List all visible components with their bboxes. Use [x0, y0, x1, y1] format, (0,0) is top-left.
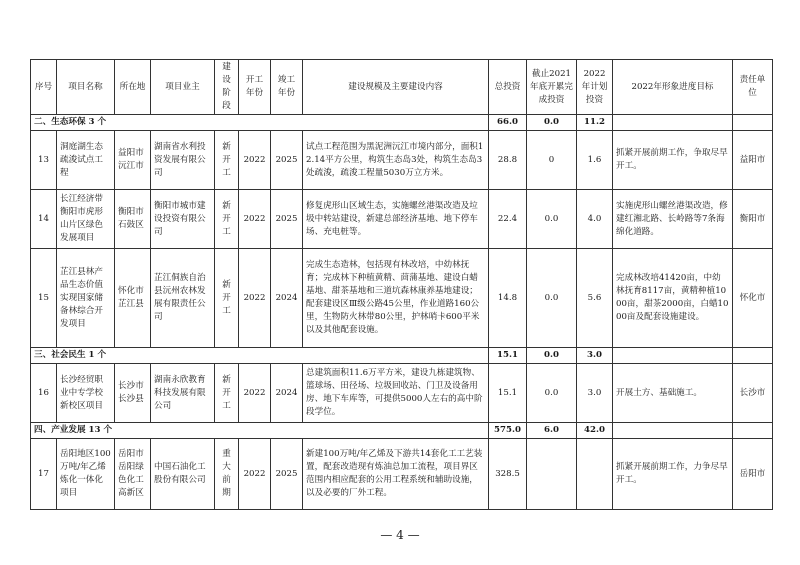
location: 益阳市沅江市 — [115, 131, 151, 190]
stage: 重大前期 — [215, 439, 239, 510]
owner: 湖南永欣教育科技发展有限公司 — [151, 364, 215, 423]
responsible-unit: 衡阳市 — [733, 190, 773, 249]
content: 试点工程范围为黑泥洲沅江市境内部分，面积12.14平方公里，构筑生态岛3处，构筑生态岛3处疏浚，疏浚工程量5030万立方米。 — [303, 131, 489, 190]
project-name: 芷江县林产品生态价值实现国家储备林综合开发项目 — [57, 249, 115, 348]
section-row — [31, 115, 773, 131]
row-no: 15 — [31, 249, 57, 348]
section-plan: 3.0 — [577, 348, 613, 364]
end-year: 2024 — [271, 249, 303, 348]
progress-target: 实施虎形山螺丝港渠改造，修建红湘北路、长岭路等7条海绵化道路。 — [613, 190, 733, 249]
total-investment: 328.5 — [489, 439, 527, 510]
location: 衡阳市石鼓区 — [115, 190, 151, 249]
table-header-row — [31, 60, 773, 115]
end-year: 2024 — [271, 364, 303, 423]
table-row — [31, 249, 773, 348]
end-year: 2025 — [271, 131, 303, 190]
section-plan: 11.2 — [577, 115, 613, 131]
progress-target: 完成林改培41420亩，中幼林抚育8117亩，黄精种植1000亩，甜茶2000亩，白蜡1000亩及配套设施建设。 — [613, 249, 733, 348]
stage: 新开工 — [215, 364, 239, 423]
section-label: 三、社会民生 1 个 — [31, 348, 489, 364]
stage: 新开工 — [215, 190, 239, 249]
header-cell: 责任单位 — [733, 60, 773, 115]
end-year: 2025 — [271, 439, 303, 510]
project-name: 长沙经贸职业中专学校新校区项目 — [57, 364, 115, 423]
header-cell: 2022年形象进度目标 — [613, 60, 733, 115]
section-label: 二、生态环保 3 个 — [31, 115, 489, 131]
progress-target: 抓紧开展前期工作，争取尽早开工。 — [613, 131, 733, 190]
plan-investment: 4.0 — [577, 190, 613, 249]
header-cell: 截止2021年底开累完成投资 — [527, 60, 577, 115]
plan-investment: 3.0 — [577, 364, 613, 423]
header-cell: 开工年份 — [239, 60, 271, 115]
row-no: 13 — [31, 131, 57, 190]
done-investment: 0.0 — [527, 190, 577, 249]
header-cell: 总投资 — [489, 60, 527, 115]
progress-target: 抓紧开展前期工作，力争尽早开工。 — [613, 439, 733, 510]
header-cell: 2022年计划投资 — [577, 60, 613, 115]
plan-investment — [577, 439, 613, 510]
project-name: 洞庭湖生态疏浚试点工程 — [57, 131, 115, 190]
responsible-unit: 岳阳市 — [733, 439, 773, 510]
start-year: 2022 — [239, 439, 271, 510]
section-done: 6.0 — [527, 423, 577, 439]
section-total: 15.1 — [489, 348, 527, 364]
content: 修复虎形山区域生态，实施螺丝港渠改造及垃圾中转站建设，新建总部经济基地、地下停车场、充电桩等。 — [303, 190, 489, 249]
header-cell: 项目业主 — [151, 60, 215, 115]
project-name: 长江经济带衡阳市虎形山片区绿色发展项目 — [57, 190, 115, 249]
header-cell: 序号 — [31, 60, 57, 115]
header-cell: 所在地 — [115, 60, 151, 115]
total-investment: 22.4 — [489, 190, 527, 249]
responsible-unit: 怀化市 — [733, 249, 773, 348]
section-total: 575.0 — [489, 423, 527, 439]
row-no: 14 — [31, 190, 57, 249]
section-done: 0.0 — [527, 348, 577, 364]
done-investment — [527, 439, 577, 510]
section-plan: 42.0 — [577, 423, 613, 439]
total-investment: 28.8 — [489, 131, 527, 190]
content: 总建筑面积11.6万平方米，建设九栋建筑物、篮球场、田径场、垃圾回收站、门卫及设备用房、地下车库等，可提供5000人左右的高中阶段学位。 — [303, 364, 489, 423]
owner: 衡阳市城市建设投资有限公司 — [151, 190, 215, 249]
progress-target: 开展土方、基础施工。 — [613, 364, 733, 423]
content: 新建100万吨/年乙烯及下游共14套化工工艺装置，配套改造现有炼油总加工流程，项目界区范围内相应配套的公用工程系统和辅助设施，以及必要的厂外工程。 — [303, 439, 489, 510]
project-name: 岳阳地区100万吨/年乙烯炼化一体化项目 — [57, 439, 115, 510]
content: 完成生态造林，包括现有林改培，中幼林抚育；完成林下种植黄精、茴蒲基地、建设白蜡基地、甜茶基地和三道坑森林康养基地建设；配套建设区Ⅲ级公路45公里，作业道路160公里，生物防火林带80公里，护林哨卡600平米以及其他配套设施。 — [303, 249, 489, 348]
section-done: 0.0 — [527, 115, 577, 131]
stage: 新开工 — [215, 249, 239, 348]
header-cell: 建设阶段 — [215, 60, 239, 115]
done-investment: 0.0 — [527, 249, 577, 348]
start-year: 2022 — [239, 249, 271, 348]
table-row — [31, 131, 773, 190]
section-row — [31, 423, 773, 439]
document-page — [30, 59, 772, 510]
total-investment: 14.8 — [489, 249, 527, 348]
table-row — [31, 364, 773, 423]
table-row — [31, 190, 773, 249]
owner: 中国石油化工股份有限公司 — [151, 439, 215, 510]
end-year: 2025 — [271, 190, 303, 249]
project-table — [30, 59, 773, 510]
plan-investment: 5.6 — [577, 249, 613, 348]
done-investment: 0.0 — [527, 364, 577, 423]
stage: 新开工 — [215, 131, 239, 190]
page-number: — 4 — — [380, 528, 420, 542]
section-row — [31, 348, 773, 364]
header-cell: 竣工年份 — [271, 60, 303, 115]
row-no: 16 — [31, 364, 57, 423]
table-row — [31, 439, 773, 510]
location: 怀化市芷江县 — [115, 249, 151, 348]
total-investment: 15.1 — [489, 364, 527, 423]
owner: 湖南省水利投资发展有限公司 — [151, 131, 215, 190]
header-cell: 建设规模及主要建设内容 — [303, 60, 489, 115]
owner: 芷江侗族自治县沅州农林发展有限责任公司 — [151, 249, 215, 348]
section-total: 66.0 — [489, 115, 527, 131]
plan-investment: 1.6 — [577, 131, 613, 190]
done-investment: 0 — [527, 131, 577, 190]
start-year: 2022 — [239, 190, 271, 249]
header-cell: 项目名称 — [57, 60, 115, 115]
location: 岳阳市岳阳绿色化工高新区 — [115, 439, 151, 510]
section-label: 四、产业发展 13 个 — [31, 423, 489, 439]
start-year: 2022 — [239, 131, 271, 190]
row-no: 17 — [31, 439, 57, 510]
responsible-unit: 益阳市 — [733, 131, 773, 190]
responsible-unit: 长沙市 — [733, 364, 773, 423]
location: 长沙市长沙县 — [115, 364, 151, 423]
start-year: 2022 — [239, 364, 271, 423]
